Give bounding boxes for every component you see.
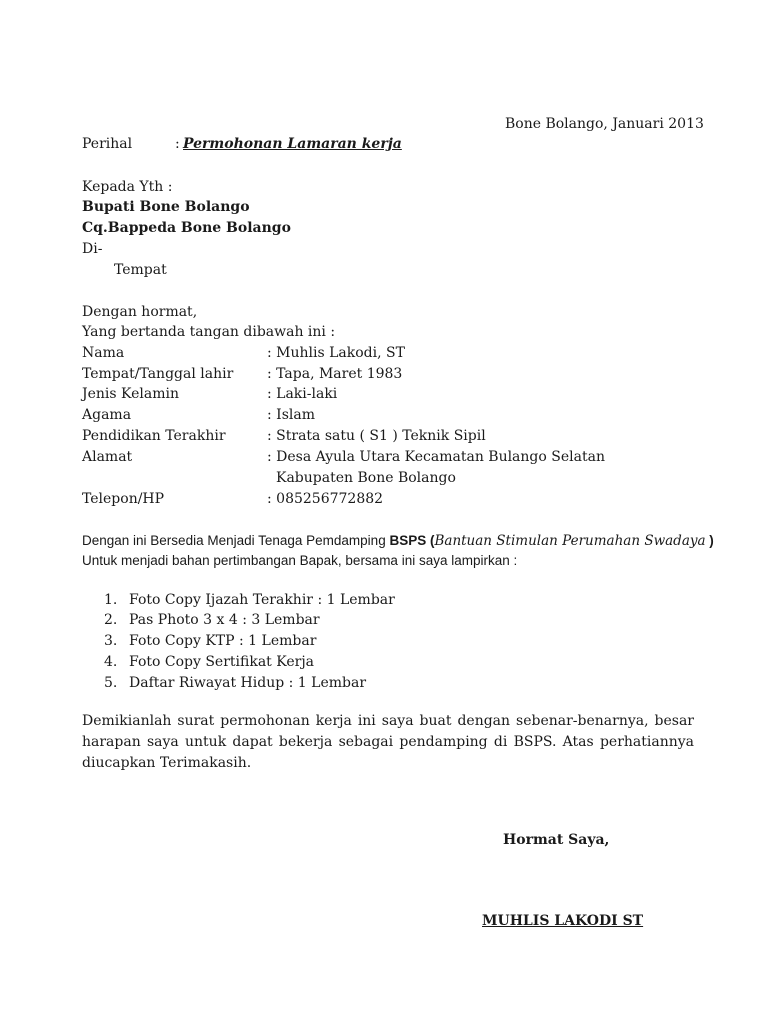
salutation: Dengan hormat, (82, 304, 198, 320)
recipient-line2: Cq.Bappeda Bone Bolango (82, 220, 291, 236)
identity-value: : Laki-laki (267, 386, 338, 402)
identity-value: Kabupaten Bone Bolango (276, 470, 456, 486)
identity-label: Alamat (82, 449, 133, 465)
identity-label: Jenis Kelamin (82, 386, 179, 402)
recipient-line3: Di- (82, 241, 103, 257)
subject-colon: : (175, 136, 180, 152)
statement-text: Dengan ini Bersedia Menjadi Tenaga Pemdamping (82, 533, 390, 548)
list-item-number: 5. (104, 675, 118, 691)
identity-value: : Tapa, Maret 1983 (267, 366, 403, 382)
identity-label: Tempat/Tanggal lahir (82, 366, 234, 382)
identity-label: Telepon/HP (82, 491, 165, 507)
list-item-number: 4. (104, 654, 118, 670)
bsps-expansion: Bantuan Stimulan Perumahan Swadaya (434, 533, 706, 549)
identity-value: : Muhlis Lakodi, ST (267, 345, 405, 361)
recipient-line1: Bupati Bone Bolango (82, 199, 250, 215)
subject-value: Permohonan Lamaran kerja (183, 136, 402, 152)
paren-close: ) (705, 533, 714, 548)
list-item-number: 1. (104, 592, 118, 608)
identity-value: : Desa Ayula Utara Kecamatan Bulango Selatan (267, 449, 605, 465)
place-date: Bone Bolango, Januari 2013 (505, 116, 704, 132)
list-item: Foto Copy Sertifikat Kerja (129, 654, 315, 670)
identity-label: Nama (82, 345, 125, 361)
signatory-name: MUHLIS LAKODI ST (482, 913, 644, 929)
recipient-line4: Tempat (114, 262, 167, 278)
closing-paragraph: Demikianlah surat permohonan kerja ini saya buat dengan sebenar-benarnya, besar harapan saya untuk dapat bekerja sebagai pendamping di BSPS. Atas perhatiannya diucapkan Terimakasih. (82, 713, 694, 771)
paren-open: ( (426, 533, 435, 548)
statement-line2: Untuk menjadi bahan pertimbangan Bapak, bersama ini saya lampirkan : (82, 553, 518, 568)
list-item-number: 2. (104, 612, 118, 628)
list-item-number: 3. (104, 633, 118, 649)
list-item: Daftar Riwayat Hidup : 1 Lembar (129, 675, 367, 691)
identity-value: : Islam (267, 407, 315, 423)
bsps-abbrev: BSPS (389, 533, 427, 548)
identity-value: : Strata satu ( S1 ) Teknik Sipil (267, 428, 486, 444)
list-item: Foto Copy KTP : 1 Lembar (129, 633, 317, 649)
subject-label: Perihal (82, 136, 133, 152)
recipient-greeting: Kepada Yth : (82, 179, 173, 195)
statement-line1 (82, 534, 714, 549)
identity-value: : 085256772882 (267, 491, 384, 507)
identity-label: Pendidikan Terakhir (82, 428, 226, 444)
identity-label: Agama (82, 407, 132, 423)
closing-regards: Hormat Saya, (503, 832, 610, 848)
list-item: Foto Copy Ijazah Terakhir : 1 Lembar (129, 592, 395, 608)
intro-text: Yang bertanda tangan dibawah ini : (82, 324, 336, 340)
list-item: Pas Photo 3 x 4 : 3 Lembar (129, 612, 320, 628)
